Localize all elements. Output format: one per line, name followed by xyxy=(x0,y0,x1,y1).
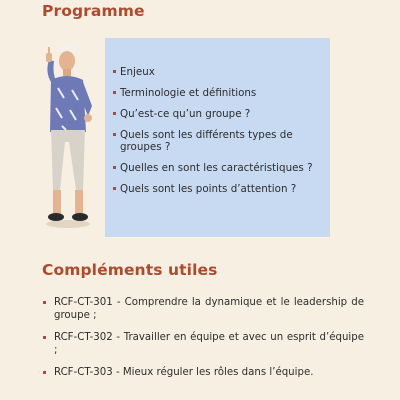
presenter-illustration xyxy=(36,40,100,230)
programme-item xyxy=(105,162,330,174)
programme-heading: Programme xyxy=(42,2,145,20)
bullet-icon xyxy=(113,91,116,94)
bullet-icon xyxy=(43,336,46,339)
programme-item xyxy=(105,183,330,195)
programme-box xyxy=(105,38,330,237)
complements-item xyxy=(42,296,364,322)
complements-heading: Compléments utiles xyxy=(42,261,218,279)
bullet-icon xyxy=(113,112,116,115)
programme-item-text: Enjeux xyxy=(120,66,155,78)
bullet-icon xyxy=(113,70,116,73)
programme-item-text: Quelles en sont les caractéristiques ? xyxy=(120,162,313,174)
programme-item-text: Quels sont les points d’attention ? xyxy=(120,183,297,195)
bullet-icon xyxy=(113,187,116,190)
programme-item xyxy=(105,66,330,78)
complements-list xyxy=(42,296,364,388)
programme-item xyxy=(105,87,330,99)
complements-item-text: RCF-CT-301 - Comprendre la dynamique et le leadership de groupe ; xyxy=(54,297,364,321)
programme-item-text: Qu’est-ce qu’un groupe ? xyxy=(120,108,251,120)
bullet-icon xyxy=(43,371,46,374)
programme-item-text: Terminologie et définitions xyxy=(120,87,257,99)
programme-list xyxy=(105,66,330,204)
complements-item-text: RCF-CT-303 - Mieux réguler les rôles dans l’équipe. xyxy=(54,367,314,378)
bullet-icon xyxy=(113,166,116,169)
programme-item xyxy=(105,129,330,153)
programme-item xyxy=(105,108,330,120)
programme-item-text: Quels sont les différents types de groupes ? xyxy=(120,129,293,153)
bullet-icon xyxy=(43,301,46,304)
complements-item xyxy=(42,366,364,379)
complements-item-text: RCF-CT-302 - Travailler en équipe et avec un esprit d’équipe ; xyxy=(54,332,364,356)
complements-item xyxy=(42,331,364,357)
bullet-icon xyxy=(113,133,116,136)
